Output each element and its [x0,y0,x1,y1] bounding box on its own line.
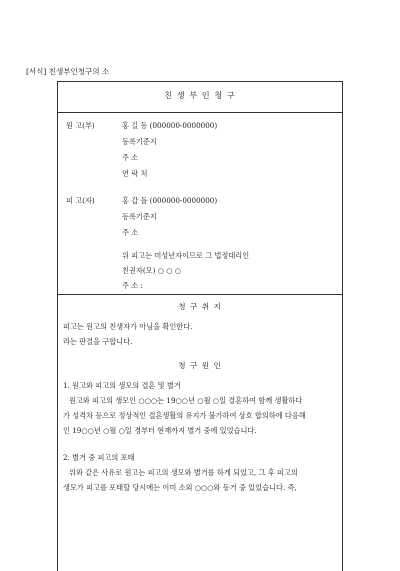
plaintiff-domicile-label: 등록기준지 [122,137,157,146]
claim-heading: 청 구 취 지 [178,302,222,311]
section-title: 1. 원고와 피고의 생모의 결혼 및 별거 [63,381,181,390]
cause-heading: 청 구 원 인 [178,361,222,370]
section-title: 2. 별거 중 피고의 포태 [63,453,135,462]
plaintiff-contact-label: 연 락 처 [122,169,148,178]
claim-line: 피고는 원고의 친생자가 아님을 확인한다. [63,322,193,331]
defendant-guardian: 친권자(모) ○ ○ ○ [122,266,182,275]
plaintiff-address-label: 주 소 [122,153,139,162]
plaintiff-role: 원 고(부) [66,121,95,130]
defendant-name: 홍 갑 돌 (000000-0000000) [122,196,218,205]
section-line: 위와 같은 사유로 원고는 피고의 생모와 별거를 하게 되었고, 그 후 피고의 [69,468,298,477]
document-title: 친 생 부 인 청 구 [164,90,236,100]
defendant-domicile-label: 등록기준지 [122,212,157,221]
claim-line: 라는 판결을 구합니다. [63,337,133,346]
section-line: 인 19○○년 ○월 ○일 경부터 현재까지 별거 중에 있었습니다. [63,426,257,435]
defendant-guardian-note: 위 피고는 미성년자이므로 그 법정대리인 [122,251,250,260]
section-divider [57,294,343,295]
title-divider [57,112,343,113]
form-label: [서식] 친생부인청구의 소 [26,67,110,76]
defendant-address-label: 주 소 [122,228,139,237]
defendant-guardian-address: 주 소 : [122,281,143,290]
section-line: 가 성격차 등으로 정상적인 결혼생활의 유지가 불가하여 상호 합의하에 다음해 [63,411,306,420]
section-line: 원고와 피고의 생모인 ○○○는 19○○년 ○월 ○일 결혼하여 함께 생활하다 [69,396,303,405]
defendant-role: 피 고(자) [66,196,95,205]
plaintiff-name: 홍 길 동 (000000-0000000) [122,121,218,130]
section-line: 생모가 피고를 포태할 당시에는 이미 소외 ○○○와 동거 중 있었습니다. 즉, [63,483,297,492]
